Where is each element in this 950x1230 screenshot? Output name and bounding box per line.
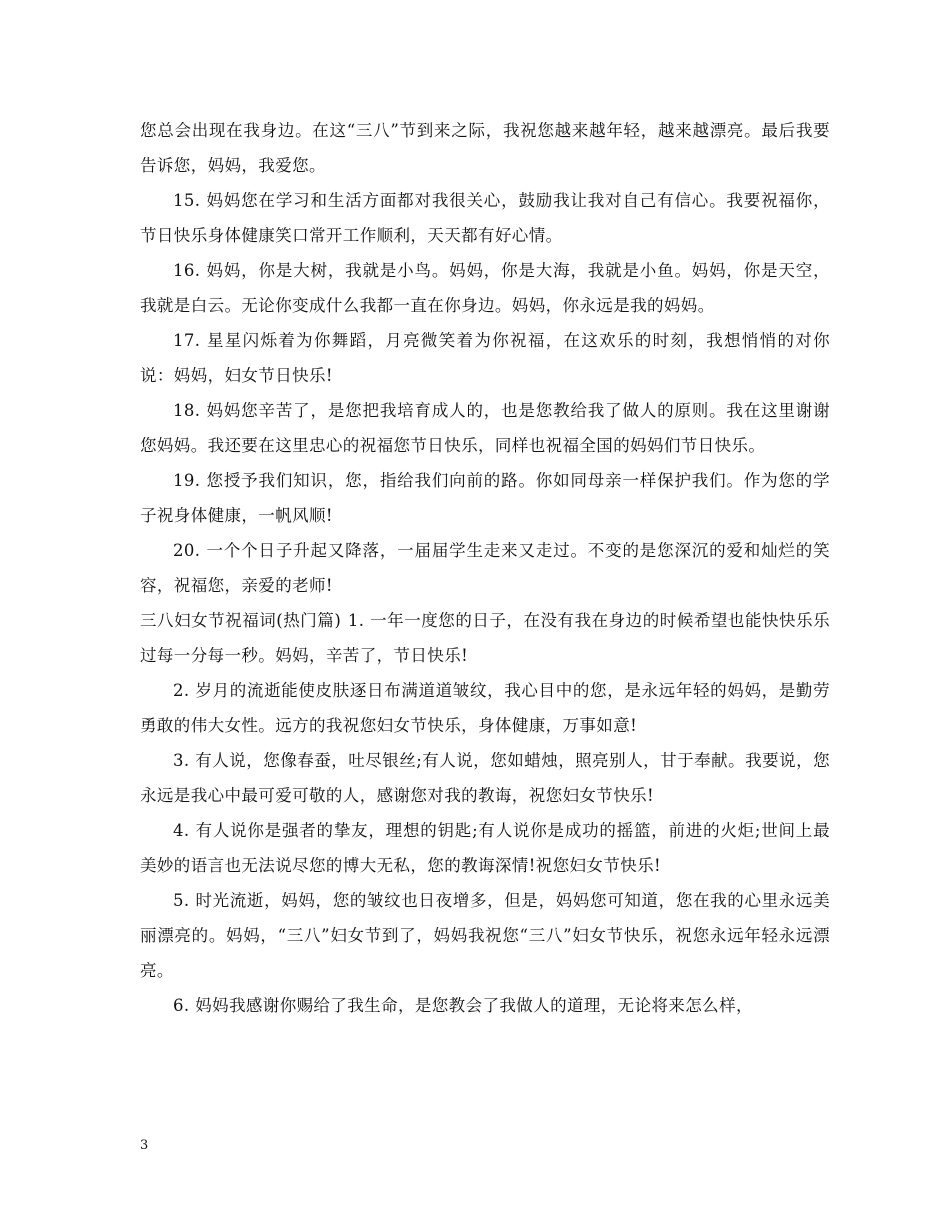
paragraph: 2. 岁月的流逝能使皮肤逐日布满道道皱纹，我心目中的您，是永远年轻的妈妈，是勤劳勇敢的伟大女性。远方的我祝您妇女节快乐，身体健康，万事如意! <box>140 681 830 735</box>
paragraph: 15. 妈妈您在学习和生活方面都对我很关心，鼓励我让我对自己有信心。我要祝福你，节日快乐身体健康笑口常开工作顺利，天天都有好心情。 <box>140 191 830 245</box>
paragraph: 20. 一个个日子升起又降落，一届届学生走来又走过。不变的是您深沉的爱和灿烂的笑容，祝福您，亲爱的老师! <box>140 541 830 595</box>
body-text <box>140 113 830 1023</box>
paragraph: 16. 妈妈，你是大树，我就是小鸟。妈妈，你是大海，我就是小鱼。妈妈，你是天空，我就是白云。无论你变成什么我都一直在你身边。妈妈，你永远是我的妈妈。 <box>140 261 830 315</box>
section-paragraph <box>140 603 830 673</box>
section-title: 三八妇女节祝福词(热门篇) <box>140 611 342 630</box>
paragraph: 您总会出现在我身边。在这“三八”节到来之际，我祝您越来越年轻，越来越漂亮。最后我要告诉您，妈妈，我爱您。 <box>140 121 830 175</box>
paragraph: 18. 妈妈您辛苦了，是您把我培育成人的，也是您教给我了做人的原则。我在这里谢谢您妈妈。我还要在这里忠心的祝福您节日快乐，同样也祝福全国的妈妈们节日快乐。 <box>140 401 830 455</box>
paragraph: 19. 您授予我们知识，您，指给我们向前的路。你如同母亲一样保护我们。作为您的学子祝身体健康，一帆风顺! <box>140 471 830 525</box>
paragraph: 3. 有人说，您像春蚕，吐尽银丝;有人说，您如蜡烛，照亮别人，甘于奉献。我要说，您永远是我心中最可爱可敬的人，感谢您对我的教诲，祝您妇女节快乐! <box>140 751 830 805</box>
paragraph: 6. 妈妈我感谢你赐给了我生命，是您教会了我做人的道理，无论将来怎么样， <box>173 996 753 1015</box>
paragraph: 17. 星星闪烁着为你舞蹈，月亮微笑着为你祝福，在这欢乐的时刻，我想悄悄的对你说：妈妈，妇女节日快乐! <box>140 331 830 385</box>
section-first-item: 1. 一年一度您的日子，在没有我在身边的时候希望也能快快乐乐过每一分每一秒。妈妈，辛苦了，节日快乐! <box>140 611 830 665</box>
page-number: 3 <box>140 1138 149 1153</box>
paragraph: 5. 时光流逝，妈妈，您的皱纹也日夜增多，但是，妈妈您可知道，您在我的心里永远美丽漂亮的。妈妈，“三八”妇女节到了，妈妈我祝您“三八”妇女节快乐，祝您永远年轻永远漂亮。 <box>140 891 830 980</box>
paragraph: 4. 有人说你是强者的挚友，理想的钥匙;有人说你是成功的摇篮，前进的火炬;世间上最美妙的语言也无法说尽您的博大无私，您的教诲深情!祝您妇女节快乐! <box>140 821 830 875</box>
